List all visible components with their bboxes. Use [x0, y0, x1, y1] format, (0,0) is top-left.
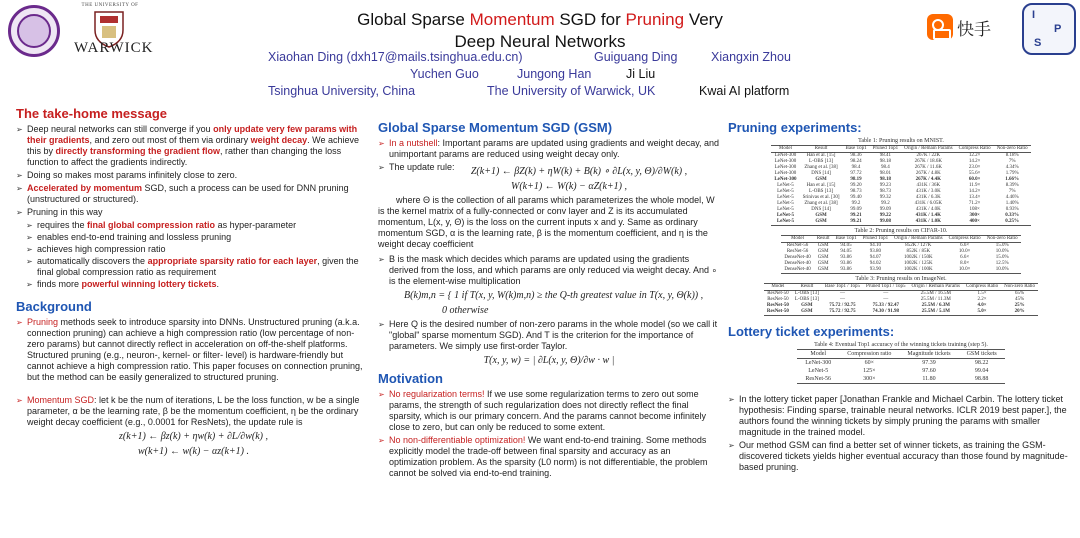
table-cell: 99.20 [850, 183, 862, 188]
kuaishou-logo [927, 14, 991, 40]
table-cell: 98.88 [959, 375, 1005, 384]
author-1: Xiaohan Ding (dxh17@mails.tsinghua.edu.cn) [268, 50, 523, 64]
table-cell: 15.0% [995, 255, 1009, 260]
table-cell: 2.2× [977, 297, 987, 302]
table-cell: L-OBS [13] [794, 297, 819, 302]
table-header-cell: Pruned Top1 [860, 236, 892, 243]
table-header-cell: GSM tickets [959, 350, 1005, 359]
table-cell: Srinivas et al. [30] [802, 195, 840, 200]
table-cell: Zhang et al. [38] [804, 165, 838, 170]
table-cell: 10.0× [958, 249, 971, 254]
table-cell: LeNet-5 [776, 213, 795, 218]
table-cell: 60× [864, 360, 875, 366]
table-cell: DenseNet-40 [784, 255, 811, 260]
table-cell: 98.18 [879, 177, 891, 182]
background-heading: Background [16, 299, 92, 314]
table-cell: GSM [815, 177, 827, 182]
table-cell: 99.21 [843, 219, 870, 226]
table-cell: 125× [863, 368, 876, 374]
table-cell: 98.4 [851, 165, 861, 170]
ips-logo [1022, 3, 1076, 55]
table-cell: 0.93% [1005, 207, 1019, 212]
table-cell: Han et al. [15] [806, 183, 836, 188]
table-cell: LeNet-300 [774, 153, 797, 158]
table-cell: DNS [14] [811, 171, 831, 176]
table-cell: 98.19 [850, 177, 862, 182]
table-cell: 99.09 [879, 207, 891, 212]
table-cell: 431K / 6.3K [915, 195, 941, 200]
table-cell: 93.90 [860, 267, 892, 274]
table-cell: 97.72 [850, 171, 862, 176]
table-cell: 98.41 [879, 153, 891, 158]
table-cell: 25.5M / 16.5M [920, 291, 951, 296]
table-cell: LeNet-300 [774, 159, 797, 164]
background-momentum-paragraph: ➢ Momentum SGD: let k be the num of iterations, L be the loss function, w be a single parameter, α be the learning rate, β be the momentum coefficient, η be the ordinary weight decay coefficient (e.g., 0.0001 for ResNets), the update rule is [16, 395, 371, 428]
table1-caption: Table 1: Pruning results on MNIST. [858, 138, 944, 144]
table-cell: 400× [956, 219, 994, 226]
gsm-update-equation-2: W(k+1) ← W(k) − αZ(k+1) , [510, 181, 627, 192]
table-header-cell: Origin / Remain Params [909, 284, 963, 291]
table-cell: 25% [1014, 303, 1025, 308]
table-cell: 12.5% [995, 261, 1009, 266]
table-cell: 14.2× [968, 189, 981, 194]
table-cell: 267K / 4.4K [915, 177, 942, 182]
table-row [771, 219, 1030, 226]
table-header-row [771, 146, 1030, 153]
table-header-cell: Result [814, 236, 833, 243]
table-cell: 94.10 [869, 243, 881, 248]
table-cell: 8.39% [1005, 183, 1019, 188]
table-cell: 8.0× [960, 261, 970, 266]
table-header-cell: Magnitude tickets [899, 350, 958, 359]
table-cell: Zhang et al. [38] [804, 201, 838, 206]
table-cell: 431K / 6.05K [914, 201, 943, 206]
table-cell: LeNet-300 [774, 177, 797, 182]
table-cell: L-OBS [13] [809, 189, 834, 194]
table-cell: 852K / 85K [906, 249, 931, 254]
table-cell: 431K / 1.4K [915, 213, 942, 218]
lottery-bullet-1: ➢ In the lottery ticket paper [Jonathan Frankle and Michael Carbin. The lottery ticket hypothesis: Finding sparse, trainable neural networks. ICLR 2019 best paper.], the authors found the winning tickets by simply pruning the params with smaller magnitude in the trained model. [728, 394, 1074, 438]
table-cell: 4.0× [977, 303, 987, 308]
table-cell: 7% [1008, 189, 1016, 194]
table-cell: 1.5× [977, 291, 987, 296]
table-cell: 97.60 [922, 368, 936, 374]
table-cell: GSM [817, 255, 829, 260]
table-cell: 25.5M / 5.1M [909, 309, 963, 316]
table-cell: 98.73 [879, 189, 891, 194]
table-cell: 55.6× [968, 171, 981, 176]
momentum-update-equation-1: z(k+1) ← βz(k) + ηw(k) + ∂L/∂w(k) , [119, 431, 268, 442]
author-2: Guiguang Ding [594, 50, 678, 64]
table-cell: ResNet-56 [786, 249, 809, 254]
table-header-cell: Model [781, 236, 813, 243]
table-cell: LeNet-5 [777, 183, 794, 188]
table-cell: GSM [800, 219, 843, 226]
table-row [797, 359, 1005, 368]
table-cell: GSM [815, 213, 827, 218]
table-cell: 97.39 [922, 360, 936, 366]
table-header-row [764, 284, 1038, 291]
table-imagenet [764, 283, 1038, 316]
author-4: Yuchen Guo [410, 67, 479, 81]
gsm-update-equation-1: Z(k+1) ← βZ(k) + ηW(k) + B(k) ∘ ∂L(x, y, Θ)/∂W(k) , [470, 166, 688, 177]
table-cell: 6.6× [960, 255, 970, 260]
ips-letter-i: I [1032, 9, 1036, 21]
table-cell: 99.2 [880, 201, 890, 206]
gsm-q-paragraph: ➢ Here Q is the desired number of non-zero params in the whole model (so we call it "global" sparse momentum SGD). And T is the criterion for the importance of parameters. We simply use first-order Taylor. [378, 319, 720, 352]
table-cell: 98.24 [850, 159, 862, 164]
pruning-heading: Pruning experiments: [728, 120, 862, 135]
tsinghua-logo [8, 5, 60, 57]
table-cell: 99.32 [879, 195, 891, 200]
table-cell: 25.5M / 6.3M [921, 303, 950, 308]
table-cell: 75.72 / 92.75 [829, 303, 856, 308]
table-cell: 93.86 [833, 267, 860, 274]
table-cell: 10.0% [995, 249, 1009, 254]
table-cell: LeNet-300 [805, 360, 832, 366]
gsm-mask-equation-2: 0 otherwise [442, 305, 489, 316]
warwick-wordmark: WARWICK [74, 40, 154, 56]
table-cell: — [839, 297, 845, 302]
table-cell: 267K / 22K [916, 153, 941, 158]
table-header-cell: Model [771, 146, 799, 153]
table-header-cell: Base Top1 [833, 236, 860, 243]
table-cell: — [883, 291, 889, 296]
table-header-cell: Model [797, 350, 839, 359]
table-cell: 1002K / 150K [904, 255, 933, 260]
table-header-cell: Non-zero Ratio [994, 146, 1031, 153]
table-header-cell: Pruned Top1 [870, 146, 902, 153]
table-row [781, 267, 1020, 274]
table-cell: GSM [817, 243, 829, 248]
takehome-sub-5: ➢ finds more powerful winning lottery tickets. [16, 279, 371, 290]
table-cell: LeNet-5 [777, 195, 794, 200]
table-cell: 93.80 [869, 249, 881, 254]
table-cell: DenseNet-40 [784, 261, 811, 266]
table-cell: 74.30 / 91.98 [863, 309, 909, 316]
table-header-row [797, 350, 1005, 359]
table-cell: 7% [1008, 159, 1016, 164]
column-right [728, 120, 1074, 475]
table-cell: 93.86 [840, 255, 852, 260]
table-cell: 1.66% [1005, 177, 1020, 182]
table-cell: 71.2× [968, 201, 981, 206]
table-cell: LeNet-5 [777, 189, 794, 194]
table-cell: 300× [969, 213, 980, 218]
table-cell: 0.33% [1005, 213, 1020, 218]
table-cell: 99.08 [870, 219, 902, 226]
table-header-cell: Compress Ratio [963, 284, 1001, 291]
table-header-cell: Result [800, 146, 843, 153]
takehome-bullet-1: ➢ Deep neural networks can still converge if you only update very few params with their gradients, and zero out most of them via ordinary weight decay. We achieve this by directly transforming the gradient flow, rather than changing the loss function to affect the gradients indirectly. [16, 124, 371, 168]
table-cell: 98.22 [974, 360, 989, 366]
table-cell: LeNet-300 [774, 171, 797, 176]
table-cell: 99.22 [879, 213, 891, 218]
table-header-cell: Origin / Remain Params [901, 146, 955, 153]
table-cifar10 [781, 235, 1020, 274]
takehome-bullet-4: ➢ Pruning in this way [16, 207, 371, 218]
table-cell: 60.0× [968, 177, 981, 182]
table-cell: GSM [801, 303, 813, 308]
table-cell: 8.18% [1005, 153, 1019, 158]
table-cell: 25.5M / 11.3M [920, 297, 951, 302]
gsm-mask-equation-1: B(k)m,n = { 1 if T(x, y, W(k)m,n) ≥ the Q-th greatest value in T(x, y, Θ(k)) , [404, 290, 704, 301]
table-cell: ResNet-50 [767, 291, 789, 296]
author-6: Ji Liu [626, 67, 656, 81]
table4-caption: Table 4: Eventual Top1 accuracy of the winning tickets training (step 5). [814, 342, 988, 348]
table-row [764, 309, 1038, 316]
table-cell: DenseNet-40 [781, 267, 813, 274]
table-cell: 852K / 127K [905, 243, 932, 248]
gsm-update-rule-label: ➢ The update rule: [378, 162, 720, 173]
table-cell: 1002K / 125K [904, 261, 933, 266]
table-cell: 267K / 4.8K [915, 171, 941, 176]
gsm-heading: Global Sparse Momentum SGD (GSM) [378, 120, 613, 135]
table-header-cell: Result [792, 284, 822, 291]
lottery-bullet-2: ➢ Our method GSM can find a better set of winner tickets, as training the GSM-discovered tickets yields higher eventual accuracy than those found by magnitude-based pruning. [728, 440, 1074, 473]
table-cell: 300× [839, 375, 899, 384]
takehome-heading: The take-home message [16, 106, 168, 121]
table-header-cell: Non-zero Ratio [1001, 284, 1038, 291]
kuaishou-camera-icon [927, 14, 953, 40]
table-header-cell: Non-zero Ratio [984, 236, 1021, 243]
takehome-sub-2: ➢ enables end-to-end training and lossless pruning [16, 232, 371, 243]
motivation-bullet-2: ➢ No non-differentiable optimization! We want end-to-end training. Some methods explicitly model the trade-off between final sparsity and accuracy as an optimization problem. As the sparsity (L0 norm) is not differentiable, the problem cannot be solved via end-to-end training. [378, 435, 720, 479]
affiliation-tsinghua: Tsinghua University, China [268, 84, 416, 98]
column-left [16, 106, 371, 460]
table-cell: — [839, 291, 845, 296]
table-cell: 10.0× [946, 267, 984, 274]
table-cell: 98.73 [850, 189, 862, 194]
table-cell: 1.79% [1005, 171, 1019, 176]
table-cell: 10.0% [984, 267, 1021, 274]
table-cell: L-OBS [13] [794, 291, 819, 296]
table-cell: 98.4 [880, 165, 890, 170]
table-header-cell: Compression ratio [839, 350, 899, 359]
table-cell: GSM [792, 309, 822, 316]
table-cell: ResNet-56 [786, 243, 809, 248]
table-cell: 99.2 [851, 201, 861, 206]
table-cell: 45% [1014, 297, 1025, 302]
table-cell: 5.0× [963, 309, 1001, 316]
motivation-bullet-1: ➢ No regularization terms! If we use some regularization terms to zero out some params, the strength of such regularization does not directly reflect the final sparsity, which is our primary concern. And the params cannot become infinitely close to zero, but can only be reduced to some extent. [378, 389, 720, 433]
table-cell: Han et al. [15] [806, 153, 836, 158]
table-cell: 93.86 [840, 261, 852, 266]
table-cell: 431K / 3.0K [915, 189, 941, 194]
table-cell: 94.05 [840, 243, 852, 248]
table-header-cell: Origin / Remain Params [891, 236, 945, 243]
column-middle [378, 120, 720, 481]
takehome-bullet-2: ➢ Doing so makes most params infinitely close to zero. [16, 170, 371, 181]
table-cell: 99.21 [850, 213, 862, 218]
table-cell: 65% [1014, 291, 1025, 296]
table-cell: 99.23 [879, 183, 891, 188]
table-cell: 15.0% [995, 243, 1009, 248]
table-cell: — [883, 297, 889, 302]
table-cell: 6.6× [960, 243, 970, 248]
table-header-cell: Base Top1 / Top5 [822, 284, 863, 291]
table-header-row [781, 236, 1020, 243]
table-cell: 94.05 [840, 249, 852, 254]
table-cell: DNS [14] [811, 207, 831, 212]
table-cell: 13.4× [968, 195, 981, 200]
table-cell: 267K / 18.6K [914, 159, 943, 164]
takehome-sub-4: ➢ automatically discovers the appropriate sparsity ratio for each layer, given the final global compression ratio as requirement [16, 256, 371, 278]
table-cell: 11.9× [968, 183, 981, 188]
author-3: Xiangxin Zhou [711, 50, 791, 64]
table-cell: ResNet-50 [764, 309, 792, 316]
momentum-update-equation-2: w(k+1) ← w(k) − αz(k+1) . [137, 446, 250, 457]
table-cell: 23.0× [968, 165, 981, 170]
table-mnist [771, 145, 1030, 226]
table-cell: 431K / 36K [916, 183, 941, 188]
table-row [797, 367, 1005, 375]
motivation-heading: Motivation [378, 371, 443, 386]
table-cell: 98.01 [879, 171, 891, 176]
table-cell: LeNet-5 [771, 219, 799, 226]
table-cell: ResNet-56 [797, 375, 839, 384]
table3-caption: Table 3: Pruning results on ImageNet. [855, 276, 947, 282]
table-cell: 99.04 [974, 368, 989, 374]
background-pruning-paragraph: ➢ Pruning methods seek to introduce sparsity into DNNs. Unstructured pruning (a.k.a. connection pruning) can achieve a high compression ratio (low percentage of non-zero params) but cannot directly reflect in acceleration on off-the-shelf platforms. Structured pruning (e.g., neuron-, kernel- or filter- level) is hardware-friendly but cannot achieve a high compression ratio. This paper focuses on connection pruning, but the method can be easily generalized to structured pruning. [16, 317, 371, 383]
kuaishou-text: 快手 [957, 19, 991, 39]
table-cell: 108× [969, 207, 980, 212]
table-cell: LeNet-300 [774, 165, 797, 170]
warwick-small-text: THE UNIVERSITY OF [81, 3, 139, 8]
table-cell: LeNet-5 [777, 201, 794, 206]
table-cell: 4.34% [1005, 165, 1019, 170]
table-row [797, 375, 1005, 384]
affiliation-kwai: Kwai AI platform [699, 84, 790, 98]
table-cell: GSM [814, 267, 833, 274]
takehome-bullet-3: ➢ Accelerated by momentum SGD, such a process can be used for DNN pruning (unstructured or structured). [16, 183, 371, 205]
table-cell: GSM [817, 249, 829, 254]
table-cell: 267K / 11.6K [914, 165, 942, 170]
ips-letter-p: P [1054, 23, 1062, 35]
table-cell: 1.40% [1005, 201, 1019, 206]
table-cell: L-OBS [13] [809, 159, 834, 164]
table-lottery [797, 349, 1005, 384]
table-cell: 431K / 1.0K [901, 219, 955, 226]
table-cell: LeNet-5 [777, 207, 794, 212]
table-header-cell: Compress Ratio [956, 146, 994, 153]
table-cell: 14.2× [968, 159, 981, 164]
table2-caption: Table 2: Pruning results on CIFAR-10. [854, 228, 948, 234]
gsm-nutshell: ➢ In a nutshell: Important params are updated using gradients and weight decay, and unimportant params are reduced using weight decay only. [378, 138, 720, 160]
gsm-mask-paragraph: ➢ B is the mask which decides which params are updated using the gradients derived from the loss, and which params are only reduced via weight decay. And ∘ is the element-wise multiplication [378, 254, 720, 287]
table-cell: 98.36 [850, 153, 862, 158]
table-cell: 99.09 [850, 207, 862, 212]
table-cell: 75.72 / 92.75 [822, 309, 863, 316]
author-5: Jungong Han [517, 67, 592, 81]
table-cell: 1002K / 100K [891, 267, 945, 274]
ips-letter-s: S [1034, 37, 1042, 49]
table-cell: 94.07 [869, 255, 881, 260]
table-header-cell: Compress Ratio [946, 236, 984, 243]
table-cell: 94.02 [869, 261, 881, 266]
table-cell: 20% [1001, 309, 1038, 316]
gsm-taylor-equation: T(x, y, w) = | ∂L(x, y, Θ)/∂w · w | [483, 355, 615, 366]
table-cell: 75.33 / 92.47 [872, 303, 899, 308]
table-cell: LeNet-5 [808, 368, 829, 374]
table-header-cell: Pruned Top1 / Top5 [863, 284, 909, 291]
table-cell: 0.25% [994, 219, 1031, 226]
table-cell: 98.18 [879, 159, 891, 164]
table-cell: 99.40 [850, 195, 862, 200]
table-cell: 4.46% [1005, 195, 1019, 200]
table-cell: 12.2× [968, 153, 981, 158]
table-header-cell: Model [764, 284, 792, 291]
table-header-cell: Base Top1 [843, 146, 870, 153]
takehome-sub-3: ➢ achieves high compression ratio [16, 244, 371, 255]
table-cell: 11.80 [899, 375, 958, 384]
lottery-heading: Lottery ticket experiments: [728, 324, 895, 339]
table-cell: ResNet-50 [767, 297, 789, 302]
table-cell: GSM [817, 261, 829, 266]
affiliation-warwick: The University of Warwick, UK [487, 84, 656, 98]
gsm-where-paragraph: where Θ is the collection of all params which parameterizes the whole model, W is the kernel matrix of a fully-connected or conv layer and Z is its accumulated momentum, L(x, y, Θ) is the loss on the current inputs x and y. Same as ordinary momentum SGD, α is the learning rate, β is the momentum coefficient, and η is the weight decay coefficient [378, 195, 715, 249]
table-cell: 431K / 4.0K [915, 207, 941, 212]
takehome-sub-1: ➢ requires the final global compression ratio as hyper-parameter [16, 220, 371, 231]
poster-title: Global Sparse Momentum SGD for Pruning Very Deep Neural Networks [357, 10, 723, 51]
table-cell: ResNet-50 [766, 303, 789, 308]
